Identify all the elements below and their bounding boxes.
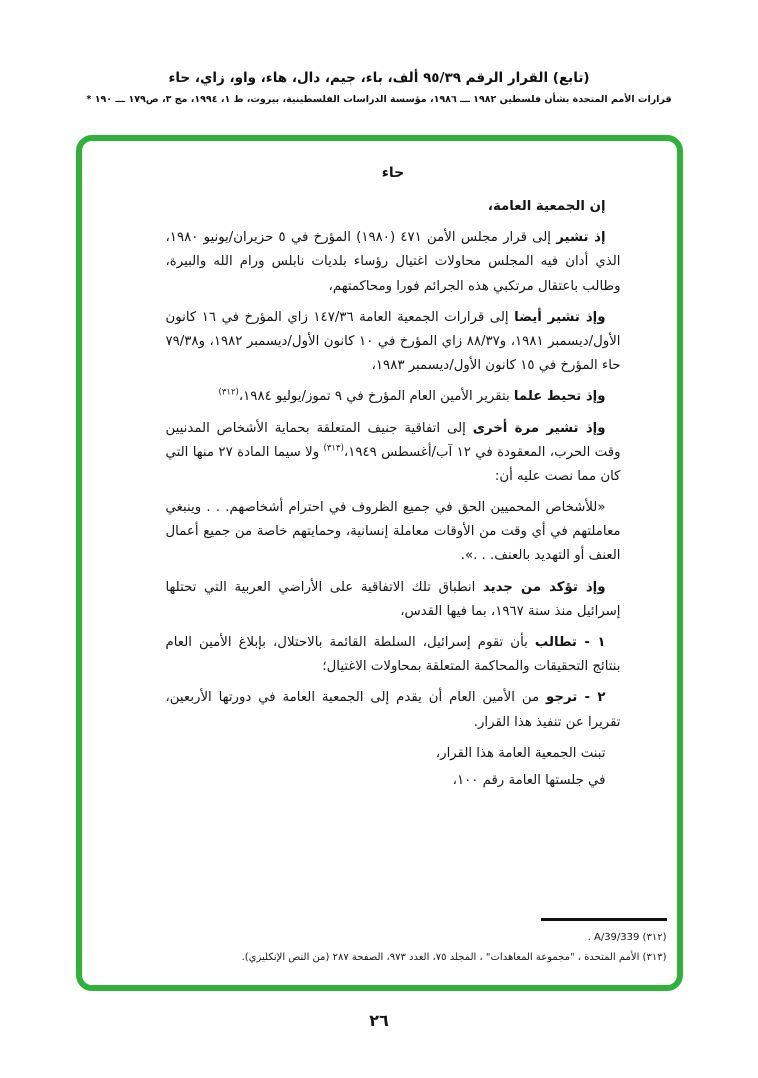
- paragraph-lead: إذ تشير: [556, 230, 606, 246]
- adoption-note: [166, 742, 621, 766]
- paragraph-lead: وإذ تؤكد من جديد: [482, 579, 606, 595]
- footnote-ref-312: (٣١٢): [218, 387, 239, 398]
- paragraph-text: إلى اتفاقية جنيف المتعلقة بحماية الأشخاص المدنيين وقت الحرب، المعقودة في ١٢ آب/أغسطس ١٩٤٩،: [165, 420, 621, 460]
- page-number: ٢٦: [369, 1011, 389, 1030]
- preamble-paragraph: [166, 576, 621, 624]
- paragraph-lead: إن الجمعية العامة،: [487, 199, 606, 214]
- session-note: [166, 769, 621, 793]
- paragraph-text: إلى قرار مجلس الأمن ٤٧١ (١٩٨٠) المؤرخ في ٥ حزيران/يونيو ١٩٨٠، الذي أدان فيه المجلس محاولات اغتيال رؤساء بلديات نابلس ورام الله والبيرة، وطالب باعتقال مرتكبي هذه الجرائم فورا ومحاكمتهم،: [165, 230, 621, 294]
- resolution-title: (تابع) القرار الرقم ٩٥/٣٩ ألف، باء، جيم، دال، هاء، واو، زاي، حاء: [168, 70, 590, 86]
- footnotes-section: [168, 912, 667, 969]
- paragraph-text: «للأشخاص المحميين الحق في جميع الظروف في احترام أشخاصهم. . . وينبغي معاملتهم في أي وقت من الأوقات معاملة إنسانية، وحمايتهم خاصة من جميع أعمال العنف أو التهديد بالعنف. . .».: [165, 500, 621, 564]
- footnote-ref-313: (٣١٣): [323, 443, 344, 454]
- footnote-312: (٣١٢) A/39/339 .: [587, 932, 667, 943]
- resolution-frame: [76, 135, 683, 991]
- paragraph-text: في جلستها العامة رقم ١٠٠،: [452, 772, 606, 788]
- paragraph-text: من الأمين العام أن يقدم إلى الجمعية العامة في دورتها الأربعين، تقريرا عن تنفيذ هذا القرار.: [165, 690, 621, 730]
- paragraph-text: تبنت الجمعية العامة هذا القرار،: [435, 745, 606, 761]
- preamble-paragraph: [166, 226, 621, 299]
- operative-paragraph-1: [166, 631, 621, 679]
- paragraph-lead: ١ - تطالب: [534, 635, 606, 650]
- operative-paragraph-2: [166, 686, 621, 734]
- footnote-313: (٣١٣) الأمم المتحدة ، "مجموعة المعاهدات" ، المجلد ٧٥، العدد ٩٧٣، الصفحة ٢٨٧ (من النص الإنكليزي).: [241, 952, 667, 963]
- preamble-opening: [166, 195, 621, 219]
- page-header: [0, 0, 758, 105]
- source-citation: قرارات الأمم المتحدة بشأن فلسطين ١٩٨٢ ـــ ١٩٨٦، مؤسسة الدراسات الفلسطينية، بيروت، ط ١، ١٩٩٤، مج ٣، ص١٧٩ ـــ ١٩٠ *: [86, 94, 672, 105]
- paragraph-text: بتقرير الأمين العام المؤرخ في ٩ تموز/يوليو ١٩٨٤،: [238, 389, 510, 405]
- paragraph-lead: وإذ تشير أيضا: [514, 309, 606, 325]
- preamble-paragraph: [166, 306, 621, 379]
- paragraph-text: ولا سيما المادة ٢٧ منها التي كان مما نصت عليه أن:: [165, 444, 621, 484]
- paragraph-lead: ٢ - ترجو: [546, 690, 606, 706]
- preamble-paragraph: [166, 417, 621, 490]
- paragraph-lead: وإذ تحيط علما: [513, 389, 606, 405]
- preamble-paragraph: [166, 385, 621, 409]
- paragraph-text: إلى قرارات الجمعية العامة ١٤٧/٣٦ زاي المؤرخ في ١٦ كانون الأول/ديسمبر ١٩٨١، و٨٨/٣٧ زاي المؤرخ في ١٠ كانون الأول/ديسمبر ١٩٨٢، و٧٩/٣٨ حاء المؤرخ في ١٥ كانون الأول/ديسمبر ١٩٨٣،: [165, 309, 621, 374]
- paragraph-text: بأن تقوم إسرائيل، السلطة القائمة بالاحتلال، بإبلاغ الأمين العام بنتائج التحقيقات والمحاكمة المتعلقة بمحاولات الاغتيال؛: [165, 635, 621, 675]
- quotation-paragraph: [166, 496, 621, 569]
- paragraph-lead: وإذ تشير مرة أخرى: [472, 420, 606, 436]
- paragraph-text: انطباق تلك الاتفاقية على الأراضي العربية التي تحتلها إسرائيل منذ سنة ١٩٦٧، بما فيها القدس،: [165, 579, 621, 619]
- section-letter: حاء: [381, 165, 405, 181]
- footnote-separator-rule: [541, 918, 667, 921]
